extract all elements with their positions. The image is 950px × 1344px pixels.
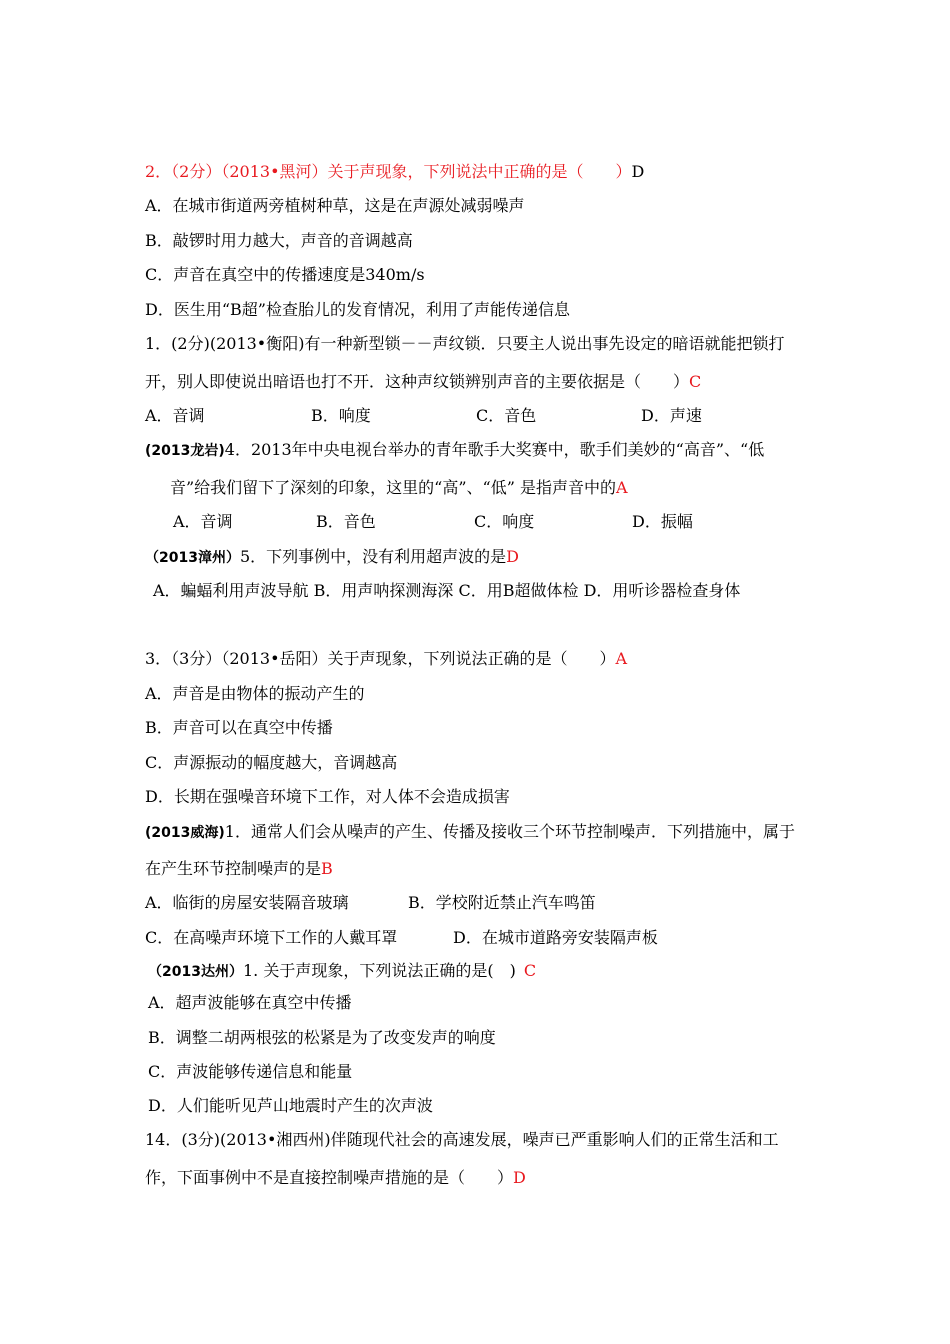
- question-source: （2013达州）: [148, 964, 243, 980]
- option: B．调整二胡两根弦的松紧是为了改变发声的响度: [148, 1028, 496, 1047]
- question-text: 作，下面事例中不是直接控制噪声措施的是（ ）: [145, 1168, 514, 1187]
- question-yueyang-stem: [145, 649, 627, 669]
- question-dazhou-stem: [148, 961, 536, 982]
- answer: D: [513, 1168, 526, 1187]
- question-heihe-stem: [145, 162, 644, 182]
- question-source: （2013漳州）: [145, 550, 240, 566]
- answer: B: [321, 859, 333, 878]
- options-row: [145, 406, 702, 426]
- question-text: 4．2013年中央电视台举办的青年歌手大奖赛中，歌手们美妙的“高音”、“低: [224, 440, 765, 459]
- option: D．长期在强噪音环境下工作，对人体不会造成损害: [145, 787, 510, 806]
- option: B．学校附近禁止汽车鸣笛: [408, 893, 596, 912]
- question-longyan-stem-line2: [170, 478, 628, 498]
- answer: C: [689, 372, 702, 391]
- question-text: 开，别人即使说出暗语也打不开．这种声纹锁辨别声音的主要依据是（ ）: [145, 372, 690, 391]
- option: D．人们能听见芦山地震时产生的次声波: [148, 1096, 433, 1115]
- option: A．临街的房屋安装隔音玻璃: [145, 893, 349, 912]
- question-text: 5．下列事例中，没有利用超声波的是: [239, 547, 507, 566]
- option: C．响度: [474, 512, 535, 531]
- question-text: 音”给我们留下了深刻的印象，这里的“高”、“低” 是指声音中的: [170, 478, 616, 497]
- question-hengyang-stem-line2: [145, 372, 701, 392]
- question-hengyang-stem-line1: 1．(2分)(2013•衡阳)有一种新型锁－－声纹锁．只要主人说出事先设定的暗语就能把锁打: [145, 334, 785, 353]
- question-text: 2．（2分）（2013•黑河）关于声现象，下列说法中正确的是（ ）: [145, 162, 632, 181]
- question-source: (2013威海): [145, 825, 225, 841]
- option: B．音色: [316, 512, 376, 531]
- question-xiangxi-stem-line1: 14．(3分)(2013•湘西州)伴随现代社会的高速发展，噪声已严重影响人们的正常生活和工: [145, 1130, 779, 1149]
- question-text: 在产生环节控制噪声的是: [145, 859, 322, 878]
- option: A．超声波能够在真空中传播: [148, 993, 352, 1012]
- options-row: [145, 928, 658, 948]
- question-weihai-stem-line2: [145, 859, 333, 879]
- option: B．敲锣时用力越大，声音的音调越高: [145, 231, 413, 250]
- option: A．声音是由物体的振动产生的: [145, 684, 365, 703]
- options-row: [173, 512, 693, 532]
- question-weihai-stem-line1: [145, 822, 795, 843]
- answer: D: [631, 162, 645, 181]
- question-xiangxi-stem-line2: [145, 1168, 526, 1188]
- option: D．声速: [641, 406, 702, 425]
- question-longyan-stem-line1: [145, 440, 764, 461]
- options-row: A．蝙蝠利用声波导航 B．用声呐探测海深 C．用B超做体检 D．用听诊器检查身体: [153, 581, 741, 600]
- answer: A: [616, 478, 628, 497]
- option: D．在城市道路旁安装隔声板: [453, 928, 658, 947]
- option: C．声源振动的幅度越大，音调越高: [145, 753, 398, 772]
- answer: D: [506, 547, 519, 566]
- option: C．音色: [476, 406, 537, 425]
- option: B．响度: [311, 406, 371, 425]
- option: C．声音在真空中的传播速度是340m/s: [145, 265, 425, 284]
- question-zhangzhou-stem: [145, 547, 519, 568]
- question-text: 3．（3分）（2013•岳阳）关于声现象，下列说法正确的是（ ）: [145, 649, 616, 668]
- option: C．在高噪声环境下工作的人戴耳罩: [145, 928, 398, 947]
- option: D．振幅: [632, 512, 693, 531]
- question-source: (2013龙岩): [145, 443, 225, 459]
- question-text: 1. 关于声现象，下列说法正确的是( ): [242, 961, 516, 980]
- option: A．音调: [145, 406, 205, 425]
- options-row: [145, 893, 596, 913]
- answer: A: [615, 649, 628, 668]
- option: D．医生用“B超”检查胎儿的发育情况，利用了声能传递信息: [145, 300, 570, 319]
- answer: C: [523, 961, 537, 980]
- option: A．在城市街道两旁植树种草，这是在声源处减弱噪声: [145, 196, 525, 215]
- option: C．声波能够传递信息和能量: [148, 1062, 353, 1081]
- question-text: 1．通常人们会从噪声的产生、传播及接收三个环节控制噪声．下列措施中，属于: [224, 822, 795, 841]
- option: B．声音可以在真空中传播: [145, 718, 333, 737]
- option: A．音调: [173, 512, 233, 531]
